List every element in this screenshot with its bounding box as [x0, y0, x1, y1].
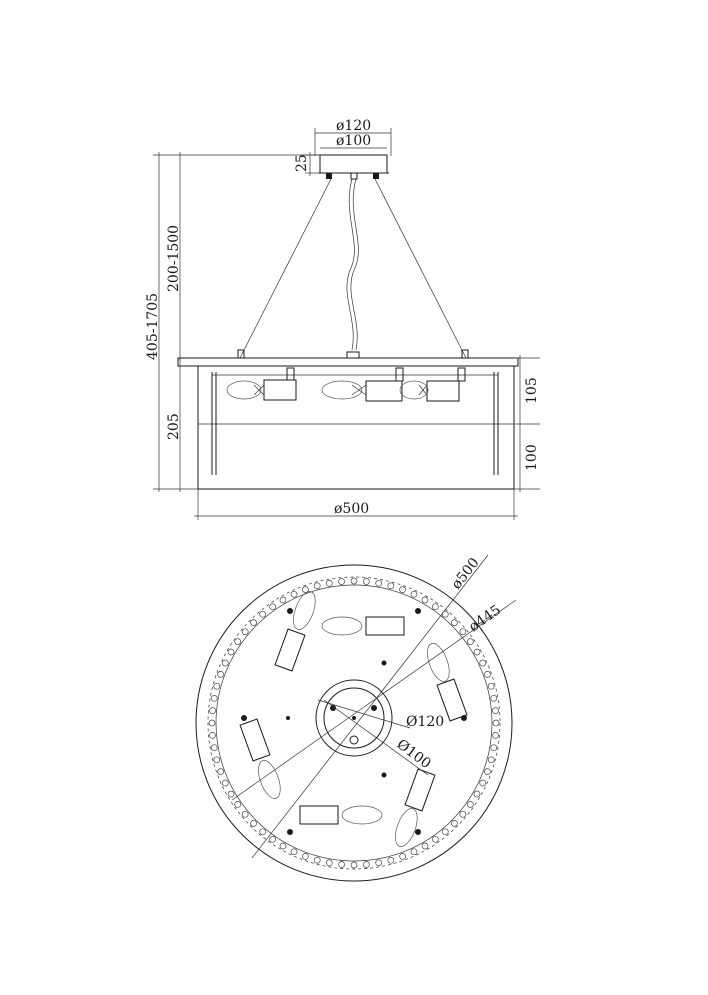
outer-ring — [196, 565, 512, 881]
dim-upper-part: 105 — [524, 377, 540, 404]
crystal-bead — [432, 604, 438, 610]
crystal-bead — [270, 836, 276, 842]
crystal-bead — [400, 587, 406, 593]
crystal-bead — [222, 780, 228, 786]
crystal-bead — [214, 683, 220, 689]
crystal-bead — [235, 639, 241, 645]
dim-top-outer: ø500 — [448, 554, 483, 593]
crystal-bead — [351, 578, 357, 584]
crystal-bead — [351, 862, 357, 868]
leader-outer-diameter — [252, 555, 488, 858]
top-bulb-top — [322, 617, 404, 635]
side-view — [145, 118, 540, 520]
overall-height-dimension — [145, 152, 320, 492]
canopy-inner-dimension — [320, 133, 387, 149]
crystal-bead — [442, 829, 448, 835]
crystal-bead — [460, 629, 466, 635]
crystal-bead — [242, 811, 248, 817]
body-diameter-dimension — [194, 489, 518, 520]
crystal-bead — [451, 620, 457, 626]
shade-body — [198, 366, 514, 489]
crystal-bead — [210, 732, 216, 738]
crystal-bead — [488, 757, 494, 763]
crystal-bead — [218, 769, 224, 775]
crystal-bead — [488, 683, 494, 689]
dim-overall-height: 405-1705 — [145, 292, 161, 360]
crystal-bead — [211, 745, 217, 751]
crystal-bead — [442, 611, 448, 617]
crystal-bead — [491, 695, 497, 701]
crystal-bead — [467, 639, 473, 645]
crystal-bead — [314, 857, 320, 863]
crystal-bead — [260, 611, 266, 617]
crystal-bead — [228, 791, 234, 797]
top-bulb-lower-right — [391, 769, 435, 849]
leader-canopy-outer — [318, 700, 410, 728]
crystal-ring-inner — [216, 585, 492, 861]
crystal-bead — [302, 853, 308, 859]
crystal-bead-ring — [209, 578, 499, 868]
top-bulb-upper-right — [423, 641, 467, 721]
crystal-bead — [251, 620, 257, 626]
crystal-bead — [314, 583, 320, 589]
crystal-bead — [210, 708, 216, 714]
crystal-bead — [251, 820, 257, 826]
crystal-bead — [480, 660, 486, 666]
crystal-bead — [270, 604, 276, 610]
crystal-bead — [460, 811, 466, 817]
crystal-bead — [209, 720, 215, 726]
bulb-holder-right — [400, 368, 465, 401]
crystal-bead — [474, 791, 480, 797]
dim-body-height: 205 — [166, 413, 182, 440]
crystal-bead — [493, 720, 499, 726]
top-view — [196, 555, 516, 881]
crystal-bead — [411, 591, 417, 597]
upper-part-dimension — [514, 355, 540, 492]
crystal-bead — [339, 862, 345, 868]
dim-lower-part: 100 — [524, 444, 540, 471]
top-bulb-lower-left — [240, 719, 285, 801]
leader-canopy-inner — [324, 700, 428, 775]
canopy-height-dimension — [294, 152, 320, 176]
crystal-bead — [491, 745, 497, 751]
crystal-bead — [339, 579, 345, 585]
top-bulb-bottom — [300, 806, 382, 824]
dim-canopy-height: 25 — [294, 154, 310, 172]
bulb-holder-center — [322, 368, 403, 401]
crystal-bead — [228, 649, 234, 655]
crystal-bead — [235, 801, 241, 807]
crystal-bead — [291, 849, 297, 855]
dim-top-canopy-inner: Ø100 — [393, 736, 434, 773]
crystal-bead — [376, 860, 382, 866]
frame-top-plate — [178, 358, 518, 366]
crystal-bead — [388, 857, 394, 863]
crystal-bead — [363, 579, 369, 585]
crystal-bead — [467, 801, 473, 807]
crystal-bead — [218, 671, 224, 677]
crystal-ring-outer — [208, 577, 500, 869]
dim-body-diameter: ø500 — [334, 501, 370, 517]
crystal-bead — [376, 580, 382, 586]
suspension-cable-left — [240, 179, 331, 358]
top-bulb-upper-left — [275, 589, 320, 671]
crystal-bead — [242, 629, 248, 635]
canopy-screw-right — [373, 173, 379, 179]
bulb-holder-left — [227, 368, 296, 400]
suspension-dimension — [166, 152, 182, 361]
crystal-bead — [422, 843, 428, 849]
crystal-bead — [400, 853, 406, 859]
dim-top-canopy-outer: Ø120 — [406, 714, 445, 730]
crystal-bead — [363, 862, 369, 868]
crystal-bead — [432, 836, 438, 842]
crystal-bead — [474, 649, 480, 655]
canopy — [320, 155, 387, 173]
dim-top-crystal-ring: ø445 — [466, 602, 505, 636]
crystal-bead — [480, 780, 486, 786]
suspension-cable-right — [375, 179, 466, 358]
crystal-bead — [326, 860, 332, 866]
canopy-screw-left — [326, 173, 332, 179]
crystal-bead — [280, 843, 286, 849]
crystal-bead — [222, 660, 228, 666]
body-height-dimension — [166, 358, 182, 492]
dim-canopy-inner: ø100 — [336, 133, 372, 149]
canopy-cord-grip — [351, 173, 357, 179]
crystal-bead — [484, 671, 490, 677]
crystal-bead — [484, 769, 490, 775]
crystal-bead — [291, 591, 297, 597]
crystal-bead — [211, 695, 217, 701]
crystal-bead — [388, 583, 394, 589]
crystal-bead — [493, 732, 499, 738]
crystal-bead — [493, 708, 499, 714]
crystal-bead — [214, 757, 220, 763]
crystal-bead — [302, 587, 308, 593]
crystal-bead — [411, 849, 417, 855]
crystal-bead — [422, 597, 428, 603]
crystal-bead — [280, 597, 286, 603]
dim-canopy-outer: ø120 — [336, 118, 372, 134]
crystal-bead — [260, 829, 266, 835]
dim-suspension: 200-1500 — [166, 224, 182, 292]
crystal-bead — [451, 820, 457, 826]
crystal-bead — [326, 580, 332, 586]
